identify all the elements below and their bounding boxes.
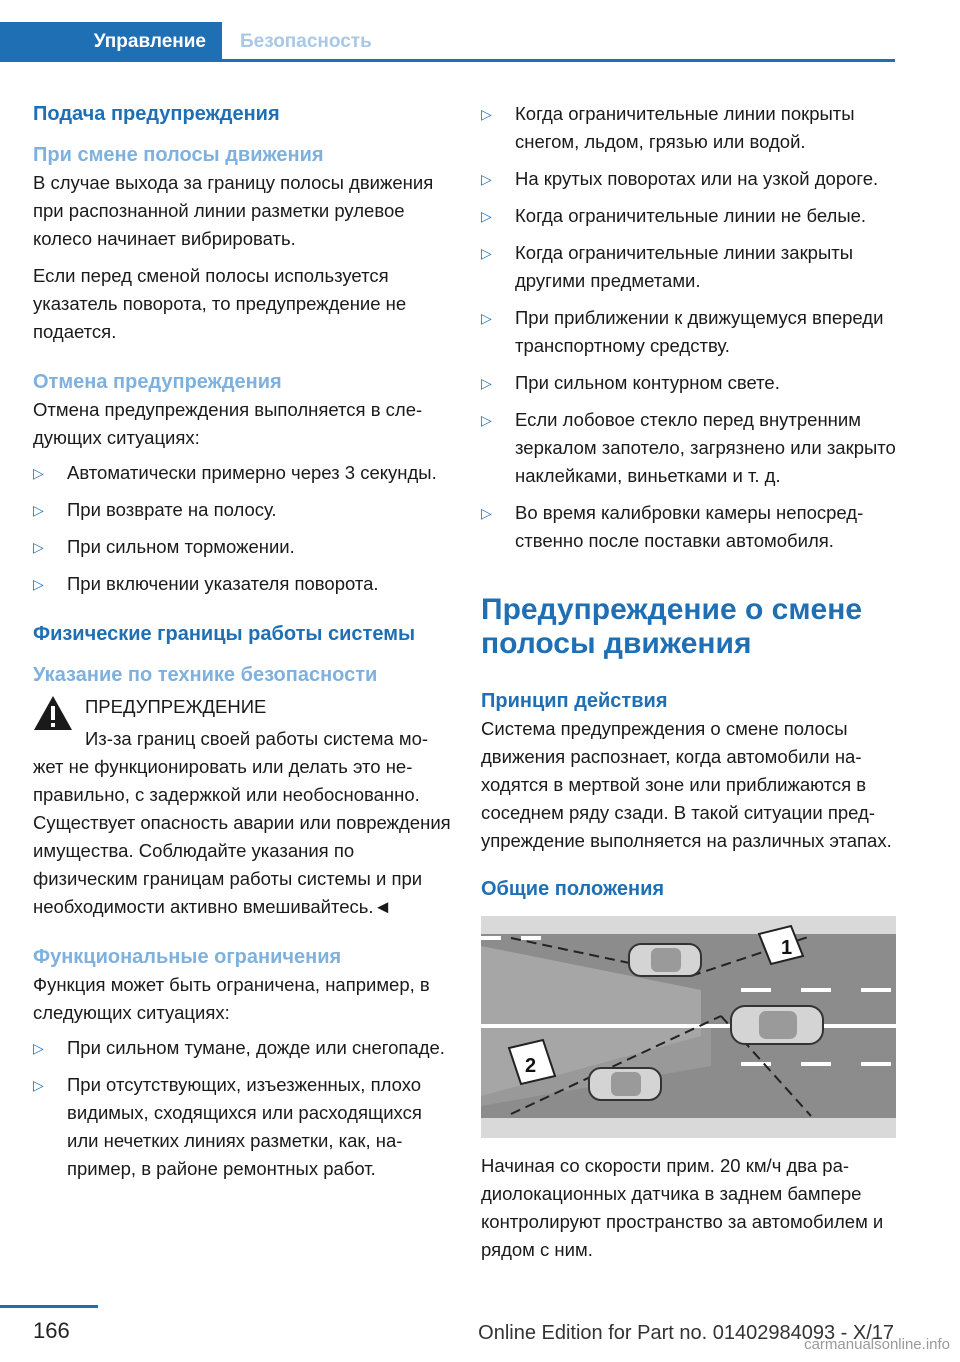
- paragraph-cancel-situations: Отмена предупреждения выполняется в следующих ситуациях:: [33, 399, 423, 448]
- svg-text:2: 2: [525, 1055, 537, 1077]
- footer-edition: Online Edition for Part no. 01402984093 - X/17: [478, 1322, 894, 1344]
- list-item: ▷ При отсутствующих, изъезженных, плохо видимых, сходящихся или расходящихся или нечетких линиях разметки, как, например, в районе ремонтных работ.: [33, 1071, 451, 1183]
- bullet-icon: ▷: [481, 106, 492, 122]
- heading-safety-note: Указание по технике безопасности: [33, 664, 378, 686]
- bullet-icon: ▷: [481, 245, 492, 261]
- footer-watermark: carmanualsonline.info: [804, 1336, 950, 1353]
- bullet-icon: ▷: [33, 1040, 44, 1056]
- tab-safety[interactable]: Безопасность: [240, 31, 372, 52]
- bullet-icon: ▷: [33, 539, 44, 555]
- warning-text: Из-за границ своей работы система может не функционировать или делать это неправильно, с задержкой или необоснованно. Существует опасность аварии или повреждения имущества. Соблюдайте указания по физическим границам работы системы и при необходимости активно вмешивайтесь.◄: [33, 728, 451, 917]
- list-item: ▷ Автоматически примерно через 3 секунды.: [33, 459, 451, 487]
- heading-warning-delivery: Подача предупреждения: [33, 103, 280, 125]
- road-scene-illustration: [481, 916, 896, 1138]
- paragraph-functional-limits: Функция может быть ограничена, например, в следующих ситуациях:: [33, 974, 430, 1023]
- car-rear-icon: [589, 1068, 661, 1100]
- header-rule: [0, 59, 895, 62]
- bullet-icon: ▷: [481, 412, 492, 428]
- list-item: ▷ Когда ограничительные линии покрыты снегом, льдом, грязью или водой.: [481, 100, 896, 156]
- car-middle-icon: [731, 1006, 823, 1044]
- bullet-icon: ▷: [33, 502, 44, 518]
- list-item: ▷ При сильном тумане, дожде или снегопаде.: [33, 1034, 451, 1062]
- footer-rule: [0, 1305, 98, 1308]
- bullet-icon: ▷: [481, 208, 492, 224]
- bullet-icon: ▷: [33, 576, 44, 592]
- limitations-list: [481, 100, 896, 555]
- heading-general: Общие положения: [481, 878, 665, 900]
- left-column: [33, 100, 451, 1183]
- bullet-icon: ▷: [481, 310, 492, 326]
- svg-text:1: 1: [781, 937, 793, 959]
- functional-list: [33, 1034, 451, 1183]
- lane-change-diagram: [481, 916, 896, 1138]
- bullet-icon: ▷: [481, 505, 492, 521]
- paragraph-principle: Система предупреждения о смене полосы движения распознает, когда автомобили находятся в мертвой зоне или приближаются в соседнем ряду сзади. В такой ситуации предупреждение выполняется на различных этапах.: [481, 718, 892, 851]
- page-number: 166: [33, 1318, 70, 1343]
- paragraph-turn-signal: Если перед сменой полосы используется указатель поворота, то предупреждение не подается.: [33, 265, 407, 342]
- list-item: ▷ При возврате на полосу.: [33, 496, 451, 524]
- bullet-icon: ▷: [481, 375, 492, 391]
- right-column: [481, 100, 896, 1264]
- list-item: ▷ Когда ограничительные линии не белые.: [481, 202, 896, 230]
- bullet-icon: ▷: [481, 171, 492, 187]
- list-item: ▷ При сильном контурном свете.: [481, 369, 896, 397]
- list-item: ▷ При сильном торможении.: [33, 533, 451, 561]
- list-item: ▷ При приближении к движущемуся впереди транспортному средству.: [481, 304, 896, 360]
- warning-block: [33, 693, 451, 721]
- heading-functional-limits: Функциональные ограничения: [33, 946, 342, 968]
- heading-lane-change-warning: Предупреждение о смене полосы движения: [481, 593, 863, 660]
- paragraph-vibration: В случае выхода за границу полосы движения при распознанной линии разметки рулевое колесо начинает вибрировать.: [33, 172, 434, 249]
- bullet-icon: ▷: [33, 465, 44, 481]
- car-front-icon: [629, 944, 701, 976]
- bullet-icon: ▷: [33, 1077, 44, 1093]
- list-item: ▷ На крутых поворотах или на узкой дороге.: [481, 165, 896, 193]
- cancel-list: [33, 459, 451, 598]
- header-bar: [0, 22, 895, 62]
- tab-control[interactable]: Управление: [0, 22, 222, 62]
- paragraph-radar: Начиная со скорости прим. 20 км/ч два радиолокационных датчика в заднем бампере контролируют пространство за автомобилем и рядом с ним.: [481, 1155, 884, 1260]
- list-item: ▷ Во время калибровки камеры непосредственно после поставки автомобиля.: [481, 499, 896, 555]
- heading-principle: Принцип действия: [481, 690, 668, 712]
- list-item: ▷ Если лобовое стекло перед внутренним зеркалом запотело, загрязнено или закрыто наклейками, виньетками и т. д.: [481, 406, 896, 490]
- list-item: ▷ Когда ограничительные линии закрыты другими предметами.: [481, 239, 896, 295]
- heading-lane-change: При смене полосы движения: [33, 144, 324, 166]
- heading-cancel-warning: Отмена предупреждения: [33, 371, 282, 393]
- warning-title: ПРЕДУПРЕЖДЕНИЕ: [85, 696, 267, 717]
- warning-triangle-icon: [33, 695, 73, 731]
- list-item: ▷ При включении указателя поворота.: [33, 570, 451, 598]
- heading-physical-limits: Физические границы работы системы: [33, 623, 416, 645]
